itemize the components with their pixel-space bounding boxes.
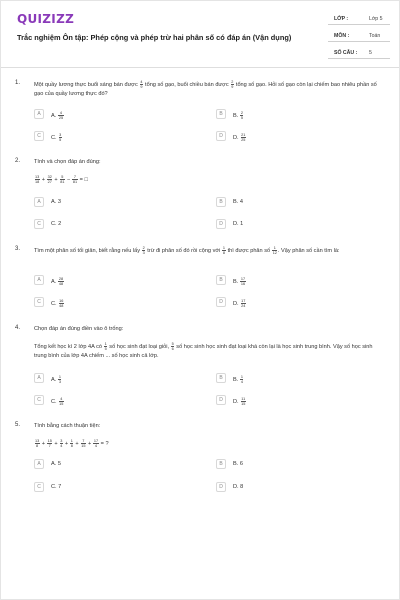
fraction (231, 80, 234, 89)
numerator: 3 (59, 133, 62, 137)
option-label (51, 375, 62, 384)
fraction (241, 397, 246, 406)
text-segment: trừ đi phân số đó rồi cộng với (147, 247, 221, 254)
option-letter-box: A (34, 373, 44, 383)
option-label (51, 397, 64, 406)
fraction (240, 375, 243, 384)
option-letter-box: B (216, 275, 226, 285)
meta-value: Toán (369, 33, 381, 39)
numerator: 1 (104, 342, 107, 346)
fraction (142, 246, 145, 255)
fraction: $\frac{3}{4}$ (60, 439, 63, 448)
text-segment: số học sinh học sinh đạt loại khá còn lại là học sinh trung bình. Vậy số học sinh trung bình của lớp 4A chiếm ... số học sinh cả lớp. (34, 343, 373, 359)
denominator: 6 (171, 347, 174, 351)
option-label: B. 4 (233, 199, 243, 205)
numerator: 2 (240, 111, 243, 115)
option-label (233, 397, 246, 406)
text-segment: Một quầy lương thực buổi sáng bán được (34, 81, 138, 88)
question-paragraph (34, 342, 386, 361)
option-letter-box: A (34, 459, 44, 469)
text-segment: tổng số gạo. Hỏi số gạo còn lại chiếm bao nhiêu phần số gạo của quầy lương thực đó? (34, 81, 377, 97)
text-segment: số học sinh đạt loại giỏi, (109, 343, 170, 350)
fraction: $\frac{13}{18}$ (35, 175, 40, 184)
denominator: 24 (241, 304, 246, 308)
option-letter-box: C (34, 131, 44, 141)
question-text (34, 80, 386, 99)
question-number: 5. (15, 422, 21, 428)
denominator: 5 (240, 116, 243, 120)
numerator: 4 (59, 111, 63, 115)
meta-key: MÔN : (334, 33, 350, 39)
fraction (240, 277, 245, 286)
option-prefix: A. (51, 278, 57, 285)
denominator: 5 (59, 138, 62, 142)
fraction (59, 299, 64, 308)
meta-key: LỚP : (334, 16, 349, 22)
option-prefix: C. (51, 300, 57, 307)
option-prefix: A. (51, 112, 57, 119)
numerator: 4 (60, 397, 63, 401)
worksheet-title: Trắc nghiệm Ôn tập: Phép cộng và phép trừ hai phân số có đáp án (Vận dụng) (17, 33, 292, 42)
option-letter-box: D (216, 131, 226, 141)
fraction (240, 111, 243, 120)
option-label (51, 277, 64, 286)
expression-result: = ? (100, 440, 109, 447)
option-letter-box: A (34, 275, 44, 285)
numerator: 17 (240, 277, 246, 281)
denominator: 9 (140, 85, 143, 89)
question-text: Tính bằng cách thuận tiện: (34, 423, 101, 429)
fraction: $\frac{7}{15}$ (81, 439, 86, 448)
option-label (233, 375, 244, 384)
option-prefix: D. (233, 398, 239, 405)
numerator: 2 (142, 246, 145, 250)
denominator: 12 (272, 251, 277, 255)
option-prefix: B. (233, 278, 239, 285)
option-label: A. 3 (51, 199, 61, 205)
numerator: 2 (231, 80, 234, 84)
denominator: 25 (58, 116, 64, 120)
fraction: $\frac{15}{7}$ (47, 439, 52, 448)
question-number: 2. (15, 158, 21, 164)
question-text (34, 246, 386, 256)
option-label: D. 8 (233, 484, 244, 490)
option-label (233, 299, 246, 308)
option-letter-box: D (216, 482, 226, 492)
option-prefix: A. (51, 376, 57, 383)
meta-row-subject (328, 27, 390, 42)
denominator: 48 (58, 282, 64, 286)
denominator: 48 (59, 304, 64, 308)
option-letter-box: A (34, 197, 44, 207)
header-divider (1, 67, 399, 68)
option-label: C. 7 (51, 484, 62, 490)
fraction: $\frac{5}{81}$ (60, 175, 65, 184)
fraction (171, 342, 174, 351)
option-label: D. 1 (233, 221, 244, 227)
meta-key: SỐ CÂU : (334, 50, 358, 56)
denominator: 3 (142, 251, 145, 255)
numerator: 16 (59, 299, 64, 303)
option-label (51, 111, 64, 120)
option-label (51, 299, 64, 308)
option-prefix: B. (233, 376, 239, 383)
text-segment: Tìm một phân số tối giản, biết rằng nếu lấy (34, 247, 141, 254)
math-expression: $\frac{13}{18}$ + $\frac{32}{27}$ + $\frac{5}{81}$ − $\frac{7}{81}$ = □ (35, 175, 88, 184)
meta-box (328, 10, 390, 61)
meta-row-grade (328, 10, 390, 25)
option-letter-box: B (216, 459, 226, 469)
numerator: 4 (140, 80, 143, 84)
meta-row-count (328, 44, 390, 59)
fraction (58, 375, 61, 384)
question-number: 1. (15, 80, 21, 86)
expression-result: = □ (79, 176, 88, 183)
option-prefix: D. (233, 134, 239, 141)
fraction: $\frac{1}{8}$ (70, 439, 73, 448)
option-label (233, 133, 246, 142)
denominator: 25 (241, 138, 246, 142)
fraction (241, 299, 246, 308)
option-letter-box: C (34, 219, 44, 229)
question-number: 4. (15, 325, 21, 331)
numerator: 1 (240, 375, 243, 379)
question-number: 3. (15, 246, 21, 252)
option-letter-box: B (216, 109, 226, 119)
option-prefix: C. (51, 134, 57, 141)
text-segment: tổng số gạo, buổi chiều bán được (145, 81, 229, 88)
fraction (58, 111, 63, 120)
question-text: Tính và chọn đáp án đúng: (34, 159, 101, 165)
numerator: 1 (273, 246, 276, 250)
question-text: Chọn đáp án đúng điền vào ô trống: (34, 326, 124, 332)
numerator: 28 (58, 277, 64, 281)
numerator: 1 (222, 246, 225, 250)
text-segment: . Vậy phân số cần tìm là: (277, 247, 340, 254)
option-letter-box: A (34, 109, 44, 119)
option-label: C. 2 (51, 221, 62, 227)
option-letter-box: D (216, 297, 226, 307)
meta-value: Lớp 5 (369, 16, 383, 22)
option-letter-box: C (34, 482, 44, 492)
numerator: 5 (171, 342, 174, 346)
option-letter-box: D (216, 395, 226, 405)
quizizz-logo: QUIZIZZ (17, 12, 75, 26)
fraction: $\frac{7}{81}$ (72, 175, 78, 184)
denominator: 4 (240, 380, 243, 384)
denominator: 8 (222, 251, 225, 255)
numerator: 1 (58, 375, 61, 379)
option-letter-box: B (216, 197, 226, 207)
fraction: $\frac{17}{4}$ (93, 439, 99, 448)
option-label (51, 133, 62, 142)
option-label (233, 111, 244, 120)
denominator: 3 (58, 380, 61, 384)
option-prefix: B. (233, 112, 239, 119)
option-letter-box: B (216, 373, 226, 383)
denominator: 15 (241, 402, 246, 406)
option-letter-box: C (34, 297, 44, 307)
text-segment: thì được phân số (227, 247, 271, 254)
fraction (222, 246, 225, 255)
fraction: $\frac{13}{8}$ (35, 439, 40, 448)
fraction (58, 277, 63, 286)
option-label (233, 277, 246, 286)
option-label: B. 6 (233, 461, 243, 467)
numerator: 11 (241, 397, 246, 401)
denominator: 16 (240, 282, 246, 286)
text-segment: Tổng kết học kì 2 lớp 4A có (34, 343, 103, 350)
denominator: 9 (231, 85, 234, 89)
option-label: A. 5 (51, 461, 61, 467)
option-prefix: D. (233, 300, 239, 307)
option-letter-box: D (216, 219, 226, 229)
worksheet-header (1, 1, 399, 67)
option-letter-box: C (34, 395, 44, 405)
denominator: 5 (104, 347, 107, 351)
fraction (272, 246, 277, 255)
numerator: 21 (241, 133, 246, 137)
meta-value: 5 (369, 50, 372, 56)
fraction (140, 80, 143, 89)
fraction (104, 342, 107, 351)
numerator: 17 (241, 299, 246, 303)
fraction (241, 133, 246, 142)
fraction (59, 133, 62, 142)
denominator: 15 (59, 402, 64, 406)
math-expression: $\frac{13}{8}$ + $\frac{15}{7}$ + $\frac{3}{4}$ + $\frac{1}{8}$ + $\frac{7}{15}$ + $\frac{17}{4}$ = ? (35, 439, 109, 448)
option-prefix: C. (51, 398, 57, 405)
fraction: $\frac{32}{27}$ (47, 175, 52, 184)
fraction (59, 397, 64, 406)
